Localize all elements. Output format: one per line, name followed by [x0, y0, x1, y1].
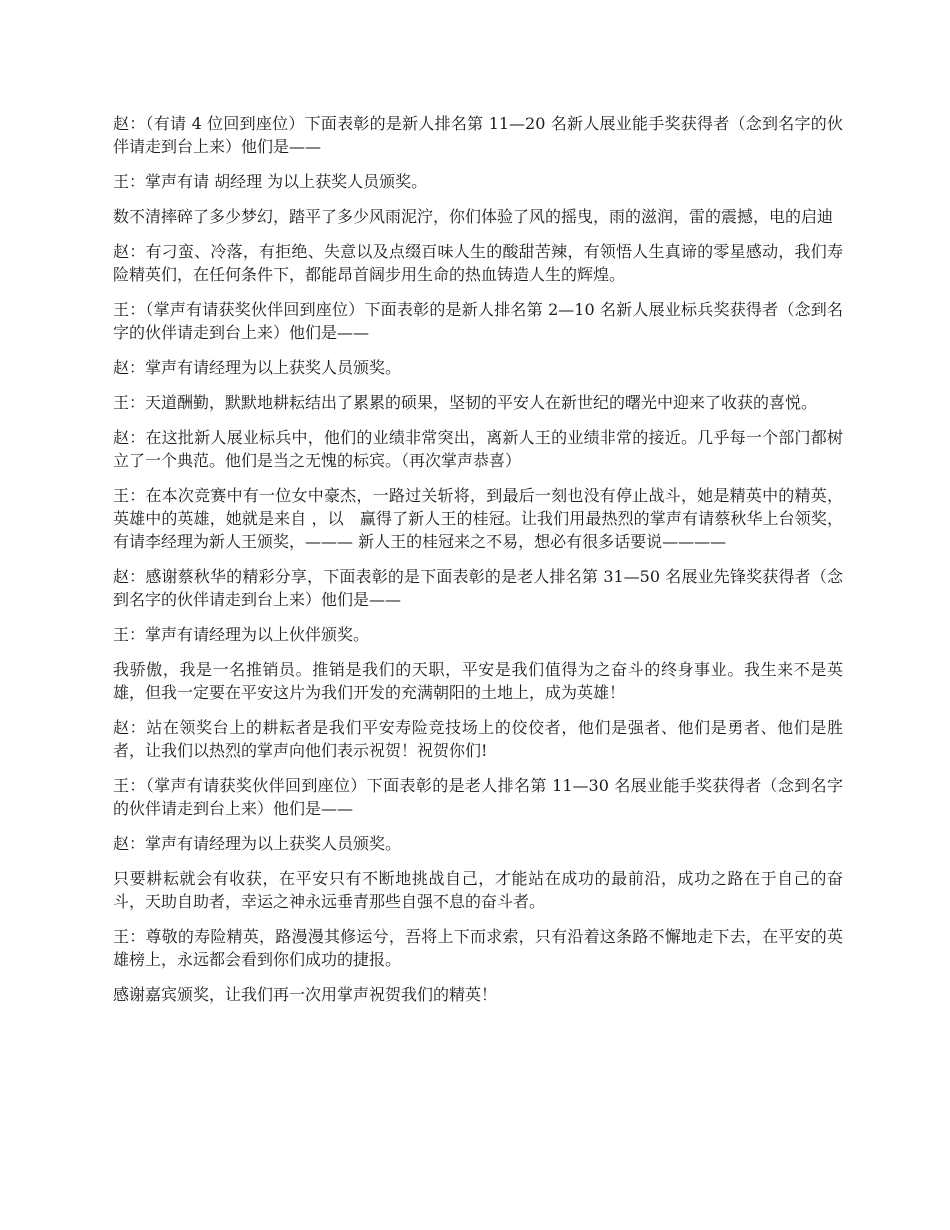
paragraph-6: 赵：掌声有请经理为以上获奖人员颁奖。: [113, 358, 402, 377]
paragraph-2: 王：掌声有请 胡经理 为以上获奖人员颁奖。: [113, 172, 428, 191]
paragraph-11: 王：掌声有请经理为以上伙伴颁奖。: [113, 625, 370, 644]
paragraph-12: 我骄傲，我是一名推销员。推销是我们的天职，平安是我们值得为之奋斗的终身事业。我生来不是英雄，但我一定要在平安这片为我们开发的充满朝阳的土地上，成为英雄！: [113, 660, 843, 702]
paragraph-8: 赵：在这批新人展业标兵中，他们的业绩非常突出，离新人王的业绩非常的接近。几乎每一个部门都树立了一个典范。他们是当之无愧的标宾。（再次掌声恭喜）: [113, 428, 843, 470]
paragraph-9: 王：在本次竞赛中有一位女中豪杰，一路过关斩将，到最后一刻也没有停止战斗，她是精英中的精英，英雄中的英雄，她就是来自 ，以 赢得了新人王的桂冠。让我们用最热烈的掌声有请蔡秋华上台领奖，有请李经理为新人王颁奖，——— 新人王的桂冠来之不易，想必有很多话要说————: [113, 486, 843, 551]
paragraph-14: 王：（掌声有请获奖伙伴回到座位）下面表彰的是老人排名第 11—30 名展业能手奖获得者（念到名字的伙伴请走到台上来）他们是——: [113, 776, 843, 818]
document-body: [113, 112, 843, 1018]
paragraph-17: 王：尊敬的寿险精英，路漫漫其修运兮，吾将上下而求索，只有沿着这条路不懈地走下去，在平安的英雄榜上，永远都会看到你们成功的捷报。: [113, 927, 843, 969]
paragraph-3: 数不清摔碎了多少梦幻，踏平了多少风雨泥泞，你们体验了风的摇曳，雨的滋润，雷的震撼，电的启迪: [113, 207, 834, 226]
paragraph-18: 感谢嘉宾颁奖，让我们再一次用掌声祝贺我们的精英！: [113, 985, 498, 1004]
paragraph-7: 王：天道酬勤，默默地耕耘结出了累累的硕果，坚韧的平安人在新世纪的曙光中迎来了收获的喜悦。: [113, 393, 818, 412]
paragraph-4: 赵：有刁蛮、冷落，有拒绝、失意以及点缀百味人生的酸甜苦辣，有领悟人生真谛的零星感动，我们寿险精英们，在任何条件下，都能昂首阔步用生命的热血铸造人生的辉煌。: [113, 242, 843, 284]
paragraph-16: 只要耕耘就会有收获，在平安只有不断地挑战自己，才能站在成功的最前沿，成功之路在于自己的奋斗，天助自助者，幸运之神永远垂青那些自强不息的奋斗者。: [113, 869, 843, 911]
paragraph-1: 赵：（有请 4 位回到座位）下面表彰的是新人排名第 11—20 名新人展业能手奖获得者（念到名字的伙伴请走到台上来）他们是——: [113, 114, 843, 156]
paragraph-13: 赵：站在领奖台上的耕耘者是我们平安寿险竞技场上的佼佼者，他们是强者、他们是勇者、他们是胜者，让我们以热烈的掌声向他们表示祝贺！祝贺你们!: [113, 718, 843, 760]
paragraph-10: 赵：感谢蔡秋华的精彩分享，下面表彰的是下面表彰的是老人排名第 31—50 名展业先锋奖获得者（念到名字的伙伴请走到台上来）他们是——: [113, 567, 843, 609]
paragraph-15: 赵：掌声有请经理为以上获奖人员颁奖。: [113, 834, 402, 853]
paragraph-5: 王：（掌声有请获奖伙伴回到座位）下面表彰的是新人排名第 2—10 名新人展业标兵奖获得者（念到名字的伙伴请走到台上来）他们是——: [113, 300, 843, 342]
